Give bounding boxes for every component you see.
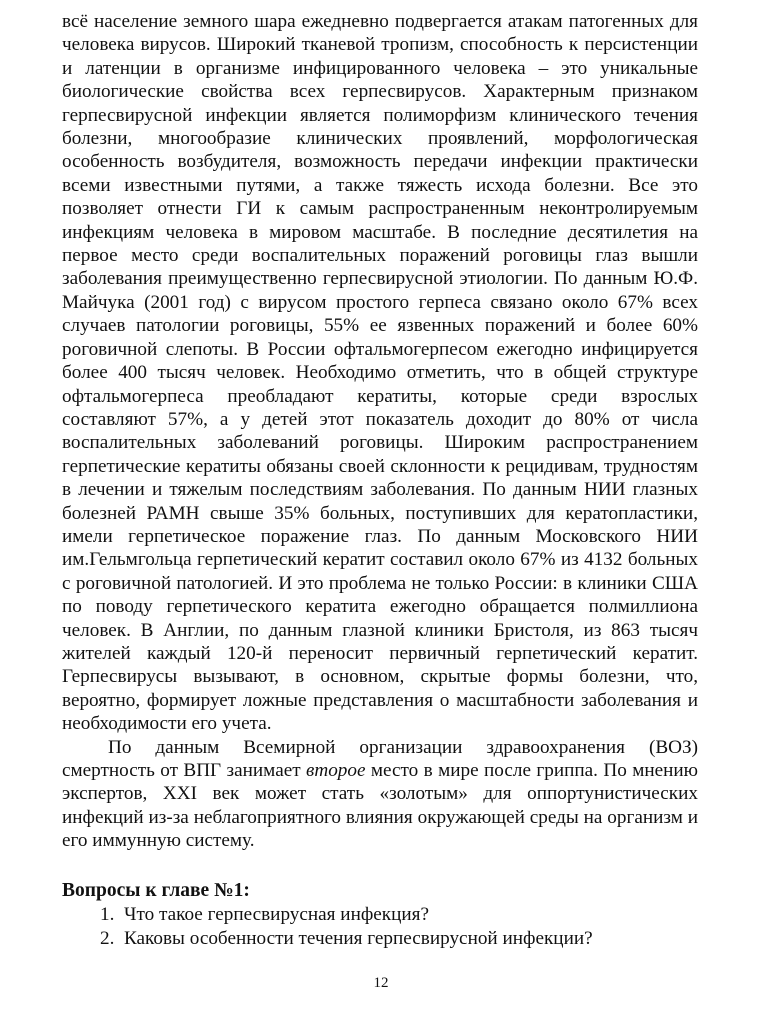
paragraph-2-part-2: место в мире после гриппа. По мнению экспертов, XXI век может стать «золотым» для оппортунистических инфекций из-за неблагоприятного влияния окружающей среды на организм и его иммунную систему. [62, 760, 698, 852]
body-text [62, 10, 698, 853]
question-text: Каковы особенности течения герпесвирусной инфекции? [124, 927, 593, 949]
question-item [100, 927, 698, 951]
question-number: 2. [100, 927, 115, 949]
paragraph-2-part-1: По данным Всемирной организации здравоохранения (ВОЗ) смертность от ВПГ занимает [62, 736, 698, 781]
page-number: 12 [373, 975, 389, 991]
question-item [100, 903, 698, 927]
question-text: Что такое герпесвирусная инфекция? [124, 903, 429, 925]
questions-list [100, 903, 698, 951]
page-content [62, 10, 698, 951]
question-number: 1. [100, 903, 115, 925]
questions-heading: Вопросы к главе №1: [62, 879, 250, 901]
paragraph-1: всё население земного шара ежедневно подвергается атакам патогенных для человека вирусов. Широкий тканевой тропизм, способность к персистенции и латенции в организме инфицированного человека – это уникальные биологические свойства всех герпесвирусов. Характерным признаком герпесвирусной инфекции является полиморфизм клинического течения болезни, многообразие клинических проявлений, морфологическая особенность возбудителя, возможность передачи инфекции практически всеми известными путями, а также тяжесть исхода болезни. Все это позволяет отнести ГИ к самым распространенным неконтролируемым инфекциям человека в мировом масштабе. В последние десятилетия на первое место среди воспалительных поражений роговицы глаз вышли заболевания преимущественно герпесвирусной этиологии. По данным Ю.Ф. Майчука (2001 год) с вирусом простого герпеса связано около 67% всех случаев патологии роговицы, 55% ее язвенных поражений и более 60% роговичной слепоты. В России офтальмогерпесом ежегодно инфицируется более 400 тысяч человек. Необходимо отметить, что в общей структуре офтальмогерпеса преобладают кератиты, которые среди взрослых составляют 57%, а у детей этот показатель доходит до 80% от числа воспалительных заболеваний роговицы. Широким распространением герпетические кератиты обязаны своей склонности к рецидивам, трудностям в лечении и тяжелым последствиям заболевания. По данным НИИ глазных болезней РАМН свыше 35% больных, поступивших для кератопластики, имели герпетическое поражение глаз. По данным Московского НИИ им.Гельмгольца герпетический кератит составил около 67% из 4132 больных с роговичной патологией. И это проблема не только России: в клиники США по поводу герпетического кератита ежегодно обращается полмиллиона человек. В Англии, по данным глазной клиники Бристоля, из 863 тысяч жителей каждый 120-й переносит первичный герпетический кератит. Герпесвирусы вызывают, в основном, скрытые формы болезни, что, вероятно, формирует ложные представления о масштабности заболевания и необходимости его учета. [62, 11, 698, 735]
paragraph-2 [62, 736, 698, 853]
paragraph-2-emphasis: второе [306, 760, 366, 781]
